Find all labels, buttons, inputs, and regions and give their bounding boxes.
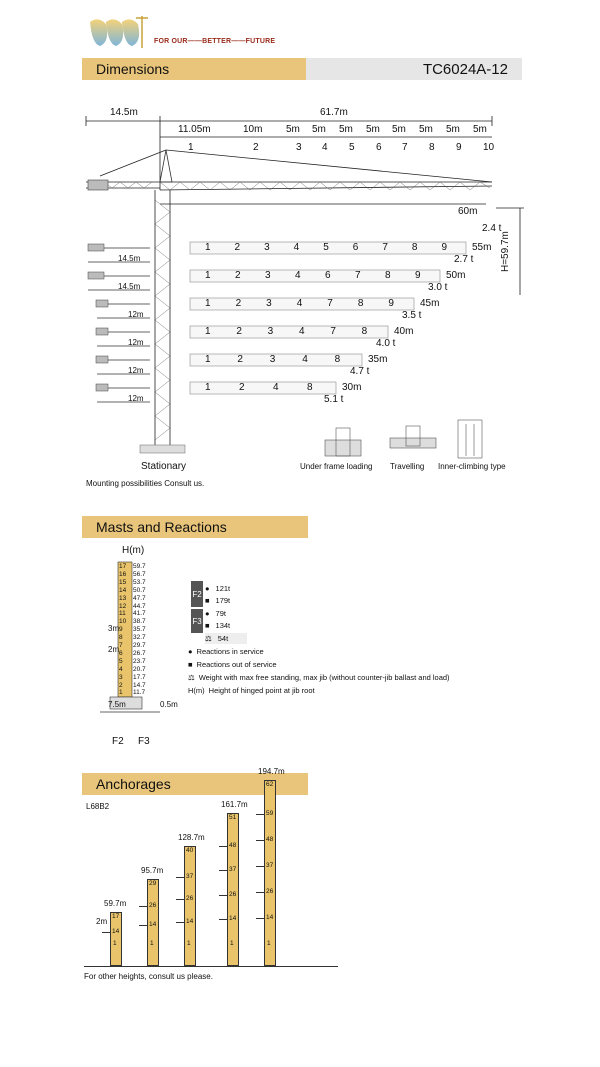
anchor-tick-3-1 bbox=[219, 870, 227, 871]
legend-text: Reactions out of service bbox=[196, 660, 277, 669]
tower-mark-3-2: 26 bbox=[229, 890, 237, 898]
embed-depth: 7.5m bbox=[108, 700, 126, 709]
height-mark: 2m bbox=[108, 645, 120, 654]
tower-body-2 bbox=[184, 846, 196, 966]
tower-mark-2-1: 26 bbox=[186, 895, 194, 902]
section-title: Anchorages bbox=[82, 773, 308, 795]
jib-section-3-0: 1 bbox=[205, 326, 211, 337]
model-name: TC6024A-12 bbox=[306, 58, 522, 80]
mast-section-height-14: 50.7 bbox=[133, 586, 146, 594]
segment-number-9: 9 bbox=[456, 142, 462, 153]
mast-section-number-3: 3 bbox=[119, 673, 123, 681]
f3-group: F3 bbox=[191, 609, 203, 633]
counter-jib-4: 12m bbox=[128, 366, 144, 375]
mast-section-height-13: 47.7 bbox=[133, 594, 146, 602]
base-type-inner-climbing: Inner-climbing type bbox=[438, 462, 506, 471]
mast-section-number-9: 9 bbox=[119, 626, 123, 634]
segment-number-10: 10 bbox=[483, 142, 495, 153]
section-title: Masts and Reactions bbox=[82, 516, 308, 538]
jib-length-1: 50m bbox=[446, 270, 466, 281]
jib-section-0-2: 3 bbox=[264, 242, 270, 253]
mast-height-label: H(m) bbox=[122, 545, 145, 556]
mast-section-height-7: 29.7 bbox=[133, 642, 146, 649]
jib-section-0-8: 9 bbox=[441, 242, 447, 253]
segment-number-2: 2 bbox=[253, 142, 259, 153]
reaction-symbol: ● bbox=[205, 584, 210, 593]
legend-symbol: H(m) bbox=[188, 686, 205, 695]
jib-tip-load-3: 4.0 t bbox=[376, 338, 396, 349]
jib-section-1-5: 7 bbox=[355, 270, 361, 281]
reaction-row-2 bbox=[205, 608, 247, 619]
counter-jib-length: 14.5m bbox=[110, 107, 138, 118]
mast-section-number-7: 7 bbox=[119, 642, 123, 649]
reaction-symbol: ● bbox=[205, 608, 210, 618]
counter-jib-5: 12m bbox=[128, 394, 144, 403]
jib-section-2-2: 3 bbox=[266, 298, 272, 309]
anchor-tick-2-0 bbox=[176, 877, 184, 878]
jib-section-4-4: 8 bbox=[334, 354, 341, 365]
segment-length-1: 11.05m bbox=[178, 124, 211, 135]
tower-body-4 bbox=[264, 780, 276, 966]
jib-section-4-0: 1 bbox=[205, 354, 211, 365]
mast-section-number-17: 17 bbox=[119, 563, 127, 570]
gap-label: 2m bbox=[96, 917, 108, 926]
mast-section-number-1: 1 bbox=[119, 689, 123, 697]
tower-top-2: 40 bbox=[186, 847, 194, 854]
tower-base-1: 1 bbox=[150, 940, 154, 947]
stationary-label: Stationary bbox=[141, 461, 187, 472]
counter-jib-1: 14.5m bbox=[118, 282, 141, 291]
tower-base-3: 1 bbox=[230, 940, 234, 947]
mast-section-number-14: 14 bbox=[119, 586, 127, 594]
tower-mark-3-1: 37 bbox=[229, 866, 237, 874]
jib-section-3-3: 4 bbox=[299, 326, 305, 337]
jib-section-0-7: 8 bbox=[411, 242, 418, 253]
mast-section-number-11: 11 bbox=[119, 610, 126, 618]
tower-mark-3-3: 14 bbox=[229, 915, 237, 923]
jib-section-0-1: 2 bbox=[234, 242, 241, 253]
legend-symbol: ● bbox=[188, 647, 193, 656]
mast-section-height-9: 35.7 bbox=[133, 626, 146, 634]
mast-section-height-15: 53.7 bbox=[133, 578, 146, 586]
jib-section-4-2: 3 bbox=[269, 354, 276, 365]
jib-section-2-1: 2 bbox=[235, 298, 242, 309]
jib-length-0: 55m bbox=[472, 242, 492, 253]
legend-row-3 bbox=[188, 686, 315, 695]
counter-jib-3: 12m bbox=[128, 338, 144, 347]
tower-mark-3-0: 48 bbox=[229, 841, 237, 849]
segment-length-10: 5m bbox=[473, 124, 487, 135]
mast-section-number-6: 6 bbox=[119, 649, 123, 657]
tower-height-1: 95.7m bbox=[141, 866, 164, 875]
jib-total-length: 61.7m bbox=[320, 107, 348, 118]
mast-section-number-13: 13 bbox=[119, 594, 127, 602]
force-f3: F3 bbox=[138, 736, 150, 747]
anchor-tick-3-3 bbox=[219, 919, 227, 920]
f2-group: F2 bbox=[191, 581, 203, 607]
segment-number-7: 7 bbox=[402, 142, 408, 153]
jib-tip-load-2: 3.5 t bbox=[402, 310, 422, 321]
base-type-travelling: Travelling bbox=[390, 462, 425, 471]
mast-section-number-8: 8 bbox=[119, 634, 123, 642]
legend-row-0 bbox=[188, 647, 264, 656]
tower-body-0 bbox=[110, 912, 122, 966]
tower-mark-4-4: 14 bbox=[266, 914, 274, 921]
segment-length-8: 5m bbox=[419, 124, 433, 135]
jib-section-0-0: 1 bbox=[205, 242, 211, 253]
jib-section-0-4: 5 bbox=[323, 242, 329, 253]
legend-symbol: ■ bbox=[188, 660, 193, 669]
jib-section-2-0: 1 bbox=[205, 298, 211, 309]
jib-section-5-3: 8 bbox=[307, 382, 313, 393]
reaction-value: 121t bbox=[215, 584, 231, 593]
counter-jib-0: 14.5m bbox=[118, 254, 141, 263]
reaction-value: 54t bbox=[217, 633, 229, 643]
anchor-tick-4-3 bbox=[256, 892, 264, 893]
max-radius: 60m bbox=[458, 206, 478, 217]
legend-text: Reactions in service bbox=[196, 647, 264, 656]
tip-load: 2.4 t bbox=[482, 223, 502, 234]
anchor-tick-3-0 bbox=[219, 846, 227, 847]
jib-section-0-3: 4 bbox=[293, 242, 300, 253]
section-height: 3m bbox=[108, 624, 120, 633]
segment-number-5: 5 bbox=[349, 142, 355, 153]
mast-section-number-12: 12 bbox=[119, 602, 127, 610]
mast-section-height-3: 17.7 bbox=[133, 673, 146, 681]
tower-base-2: 1 bbox=[187, 940, 191, 947]
reaction-row-3 bbox=[205, 620, 247, 631]
anchor-tick-0-0 bbox=[102, 932, 110, 933]
mast-section-height-6: 26.7 bbox=[133, 649, 146, 657]
jib-length-4: 35m bbox=[368, 354, 388, 365]
segment-number-3: 3 bbox=[296, 142, 302, 153]
tower-top-1: 29 bbox=[149, 880, 157, 887]
mast-section-height-5: 23.7 bbox=[133, 657, 146, 665]
counter-jib-2: 12m bbox=[128, 310, 144, 319]
segment-length-4: 5m bbox=[312, 124, 326, 135]
anchor-tick-4-4 bbox=[256, 918, 264, 919]
anchor-tick-1-1 bbox=[139, 925, 147, 926]
segment-number-1: 1 bbox=[188, 142, 194, 153]
tower-mark-4-2: 37 bbox=[266, 862, 274, 869]
jib-section-1-2: 3 bbox=[265, 270, 271, 281]
jib-length-5: 30m bbox=[342, 382, 362, 393]
mast-section-number-15: 15 bbox=[119, 578, 127, 586]
jib-section-1-6: 8 bbox=[385, 270, 391, 281]
tower-mark-4-1: 48 bbox=[266, 836, 274, 843]
reaction-value: 179t bbox=[215, 596, 231, 606]
mast-section-number-2: 2 bbox=[119, 681, 123, 689]
legend-row-1 bbox=[188, 660, 277, 669]
mast-section-height-4: 20.7 bbox=[133, 665, 146, 673]
reactions-table bbox=[191, 581, 247, 643]
tower-mark-4-0: 59 bbox=[266, 810, 274, 817]
jib-section-5-2: 4 bbox=[273, 382, 279, 393]
jib-section-0-5: 6 bbox=[352, 242, 359, 253]
jib-tip-load-4: 4.7 t bbox=[350, 366, 370, 377]
tower-mark-1-1: 14 bbox=[149, 921, 157, 928]
jib-section-1-0: 1 bbox=[205, 270, 211, 281]
tower-mark-4-3: 26 bbox=[266, 888, 274, 895]
jib-section-4-1: 2 bbox=[237, 354, 243, 365]
segment-length-2: 10m bbox=[243, 124, 263, 135]
legend-row-2 bbox=[188, 673, 450, 682]
height-label: H=59.7m bbox=[500, 231, 511, 272]
segment-length-9: 5m bbox=[446, 124, 460, 135]
legend-text: Weight with max free standing, max jib (without counter-jib ballast and load) bbox=[198, 673, 450, 682]
base-type-under-frame: Under frame loading bbox=[300, 462, 373, 471]
jib-section-3-4: 7 bbox=[330, 326, 336, 337]
mast-section-height-12: 44.7 bbox=[133, 602, 146, 610]
mast-section-height-16: 56.7 bbox=[133, 570, 146, 578]
reaction-symbol: ■ bbox=[205, 621, 210, 631]
force-f2: F2 bbox=[112, 736, 124, 747]
anchorage-footnote: For other heights, consult us please. bbox=[84, 972, 213, 981]
jib-length-3: 40m bbox=[394, 326, 414, 337]
foundation-depth: 0.5m bbox=[160, 700, 178, 709]
reaction-value: 134t bbox=[215, 621, 231, 631]
tower-mark-2-2: 14 bbox=[186, 917, 194, 925]
section-title: Dimensions bbox=[82, 58, 306, 80]
jib-section-2-4: 7 bbox=[327, 298, 333, 309]
jib-tip-load-5: 5.1 t bbox=[324, 394, 344, 405]
reaction-row-0 bbox=[205, 583, 247, 594]
tower-top-3: 51 bbox=[229, 814, 237, 821]
legend-text: Height of hinged point at jib root bbox=[208, 686, 315, 695]
anchor-tick-2-2 bbox=[176, 922, 184, 923]
jib-section-4-3: 4 bbox=[302, 354, 308, 365]
tower-base-4: 1 bbox=[267, 940, 271, 947]
tower-height-3: 161.7m bbox=[221, 800, 248, 809]
anchor-tick-3-2 bbox=[219, 895, 227, 896]
tower-mark-1-0: 26 bbox=[149, 902, 157, 909]
legend-symbol: ⚖ bbox=[188, 673, 195, 682]
jib-section-1-4: 6 bbox=[325, 270, 331, 281]
mast-section-number-5: 5 bbox=[119, 657, 123, 665]
tower-top-4: 62 bbox=[266, 781, 274, 788]
tower-height-0: 59.7m bbox=[104, 899, 127, 908]
anchorage-model: L68B2 bbox=[86, 802, 110, 811]
tower-mark-2-0: 37 bbox=[186, 872, 194, 880]
jib-tip-load-1: 3.0 t bbox=[428, 282, 448, 293]
jib-section-3-5: 8 bbox=[361, 326, 368, 337]
jib-section-2-6: 9 bbox=[388, 298, 394, 309]
mast-section-number-4: 4 bbox=[119, 665, 123, 673]
anchor-tick-4-2 bbox=[256, 866, 264, 867]
anchor-tick-2-1 bbox=[176, 899, 184, 900]
reaction-row-4 bbox=[205, 633, 247, 644]
reaction-value: 79t bbox=[215, 608, 226, 618]
mounting-note: Mounting possibilities Consult us. bbox=[86, 479, 205, 488]
reaction-symbol: ⚖ bbox=[205, 633, 212, 643]
mast-section-height-8: 32.7 bbox=[133, 634, 146, 642]
anchor-tick-4-0 bbox=[256, 814, 264, 815]
mast-section-height-17: 59.7 bbox=[133, 563, 146, 570]
jib-tip-load-0: 2.7 t bbox=[454, 254, 474, 265]
brand-tagline: FOR OUR——BETTER——FUTURE bbox=[154, 38, 276, 45]
segment-length-7: 5m bbox=[392, 124, 406, 135]
tower-height-4: 194.7m bbox=[258, 767, 285, 776]
jib-section-0-6: 7 bbox=[382, 242, 388, 253]
jib-section-1-7: 9 bbox=[415, 270, 421, 281]
jib-section-3-1: 2 bbox=[236, 326, 242, 337]
segment-length-5: 5m bbox=[339, 124, 353, 135]
tower-top-0: 17 bbox=[112, 913, 120, 920]
jib-section-2-5: 8 bbox=[357, 298, 364, 309]
ground-line bbox=[84, 966, 338, 967]
tower-base-0: 1 bbox=[113, 940, 117, 947]
jib-section-5-0: 1 bbox=[205, 382, 211, 393]
jib-section-5-1: 2 bbox=[239, 382, 245, 393]
tower-mark-0-0: 14 bbox=[112, 928, 120, 935]
jib-section-3-2: 3 bbox=[267, 326, 274, 337]
segment-number-4: 4 bbox=[322, 142, 328, 153]
mast-section-height-11: 41.7 bbox=[133, 610, 146, 618]
jib-section-2-3: 4 bbox=[296, 298, 303, 309]
jib-section-1-3: 4 bbox=[295, 270, 301, 281]
masts-header bbox=[82, 516, 308, 538]
tower-height-2: 128.7m bbox=[178, 833, 205, 842]
jib-section-1-1: 2 bbox=[235, 270, 241, 281]
anchor-tick-1-0 bbox=[139, 906, 147, 907]
segment-length-6: 5m bbox=[366, 124, 380, 135]
reaction-symbol: ■ bbox=[205, 596, 210, 606]
segment-number-8: 8 bbox=[429, 142, 435, 153]
mast-section-height-1: 11.7 bbox=[133, 689, 146, 697]
mast-section-number-10: 10 bbox=[119, 618, 127, 626]
segment-number-6: 6 bbox=[376, 142, 382, 153]
mast-section-number-16: 16 bbox=[119, 570, 127, 578]
reaction-row-1 bbox=[205, 595, 247, 606]
mast-section-height-2: 14.7 bbox=[133, 681, 146, 689]
mast-section-height-10: 38.7 bbox=[133, 618, 146, 626]
segment-length-3: 5m bbox=[286, 124, 300, 135]
jib-length-2: 45m bbox=[420, 298, 440, 309]
anchor-tick-4-1 bbox=[256, 840, 264, 841]
